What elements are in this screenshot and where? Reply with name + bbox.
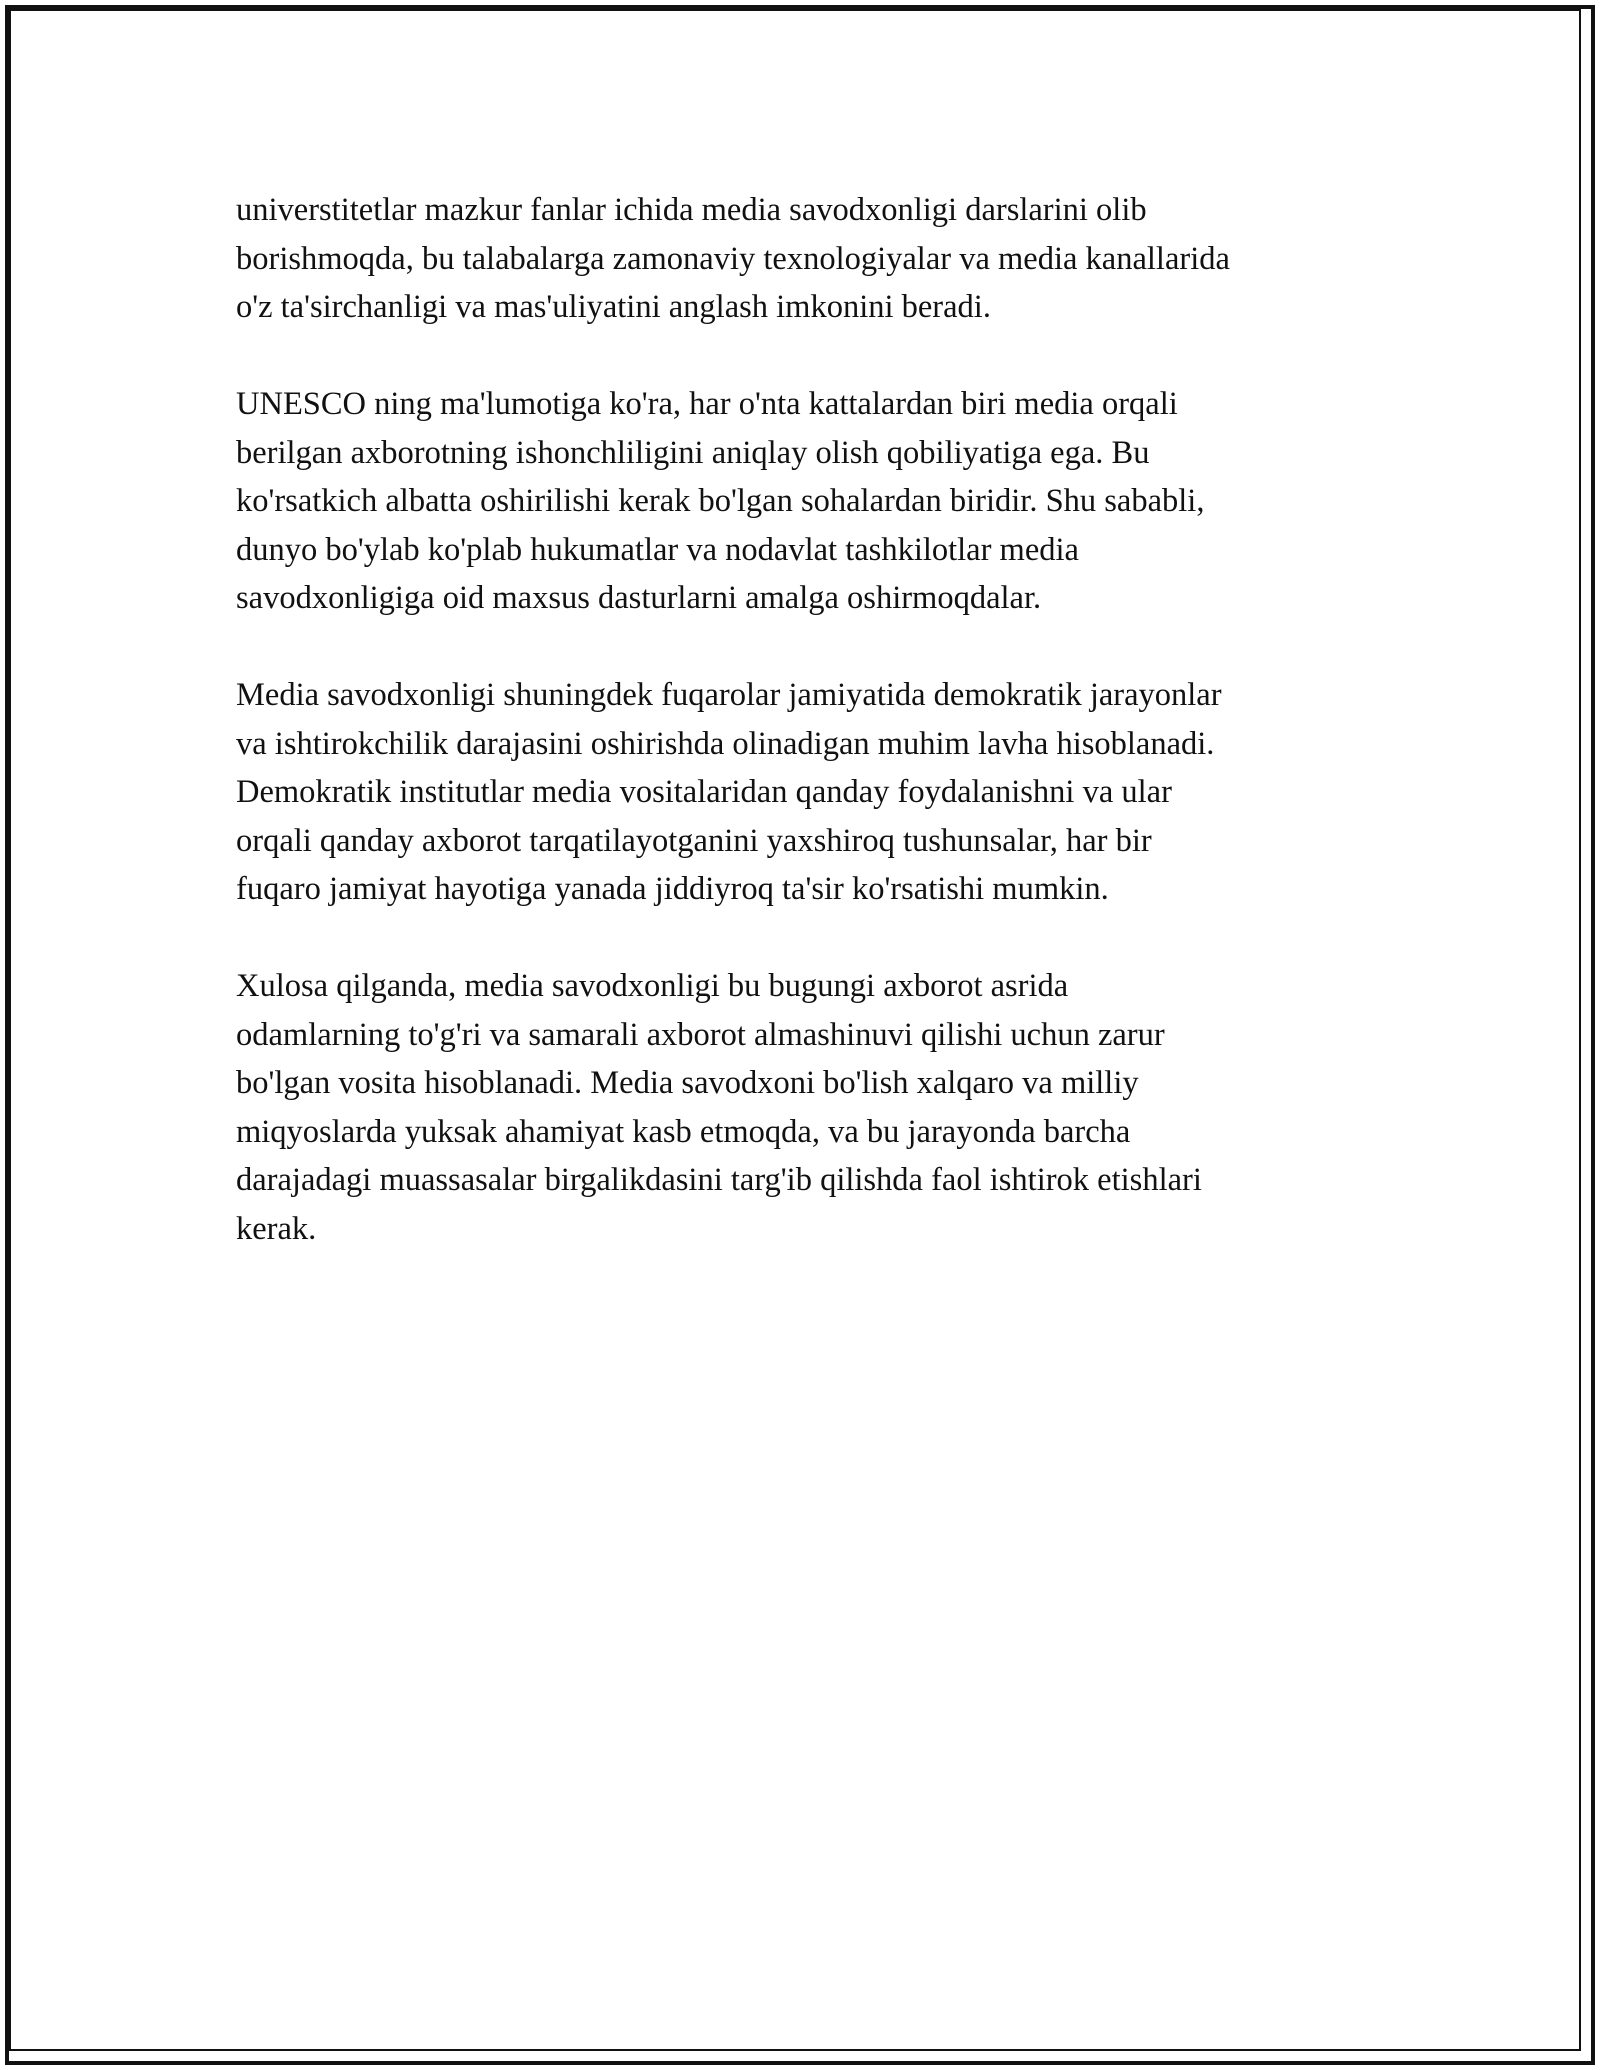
paragraph-2 [236, 380, 1366, 623]
text-line: darajadagi muassasalar birgalikdasini targ'ib qilishda faol ishtirok etishlari [236, 1162, 1202, 1198]
text-line: orqali qanday axborot tarqatilayotganini yaxshiroq tushunsalar, har bir [236, 822, 1152, 859]
text-line: kerak. [236, 1210, 317, 1247]
text-line: o'z ta'sirchanligi va mas'uliyatini anglash imkonini beradi. [236, 289, 991, 325]
text-line: savodxonligiga oid maxsus dasturlarni amalga oshirmoqdalar. [236, 580, 1042, 616]
text-line: ko'rsatkich albatta oshirilishi kerak bo'lgan sohalardan biridir. Shu sababli, [236, 483, 1205, 519]
text-line: borishmoqda, bu talabalarga zamonaviy texnologiyalar va media kanallarida [236, 240, 1230, 277]
text-line: universtitetlar mazkur fanlar ichida media savodxonligi darslarini olib [236, 192, 1147, 228]
text-line: UNESCO ning ma'lumotiga ko'ra, har o'nta kattalardan biri media orqali [236, 386, 1178, 422]
text-line: dunyo bo'ylab ko'plab hukumatlar va nodavlat tashkilotlar media [236, 531, 1079, 568]
text-line: Media savodxonligi shuningdek fuqarolar jamiyatida demokratik jarayonlar [236, 677, 1222, 713]
text-line: berilgan axborotning ishonchliligini aniqlay olish qobiliyatiga ega. Bu [236, 434, 1150, 471]
paragraph-3 [236, 671, 1366, 914]
text-line: Demokratik institutlar media vositalaridan qanday foydalanishni va ular [236, 774, 1172, 810]
text-line: bo'lgan vosita hisoblanadi. Media savodxoni bo'lish xalqaro va milliy [236, 1065, 1139, 1101]
document-body [236, 186, 1366, 1302]
paragraph-1 [236, 186, 1366, 332]
text-line: odamlarning to'g'ri va samarali axborot almashinuvi qilishi uchun zarur [236, 1016, 1165, 1053]
text-line: Xulosa qilganda, media savodxonligi bu bugungi axborot asrida [236, 968, 1069, 1004]
text-line: va ishtirokchilik darajasini oshirishda olinadigan muhim lavha hisoblanadi. [236, 725, 1215, 762]
text-line: fuqaro jamiyat hayotiga yanada jiddiyroq ta'sir ko'rsatishi mumkin. [236, 871, 1109, 907]
paragraph-4 [236, 962, 1366, 1253]
text-line: miqyoslarda yuksak ahamiyat kasb etmoqda, va bu jarayonda barcha [236, 1113, 1131, 1150]
